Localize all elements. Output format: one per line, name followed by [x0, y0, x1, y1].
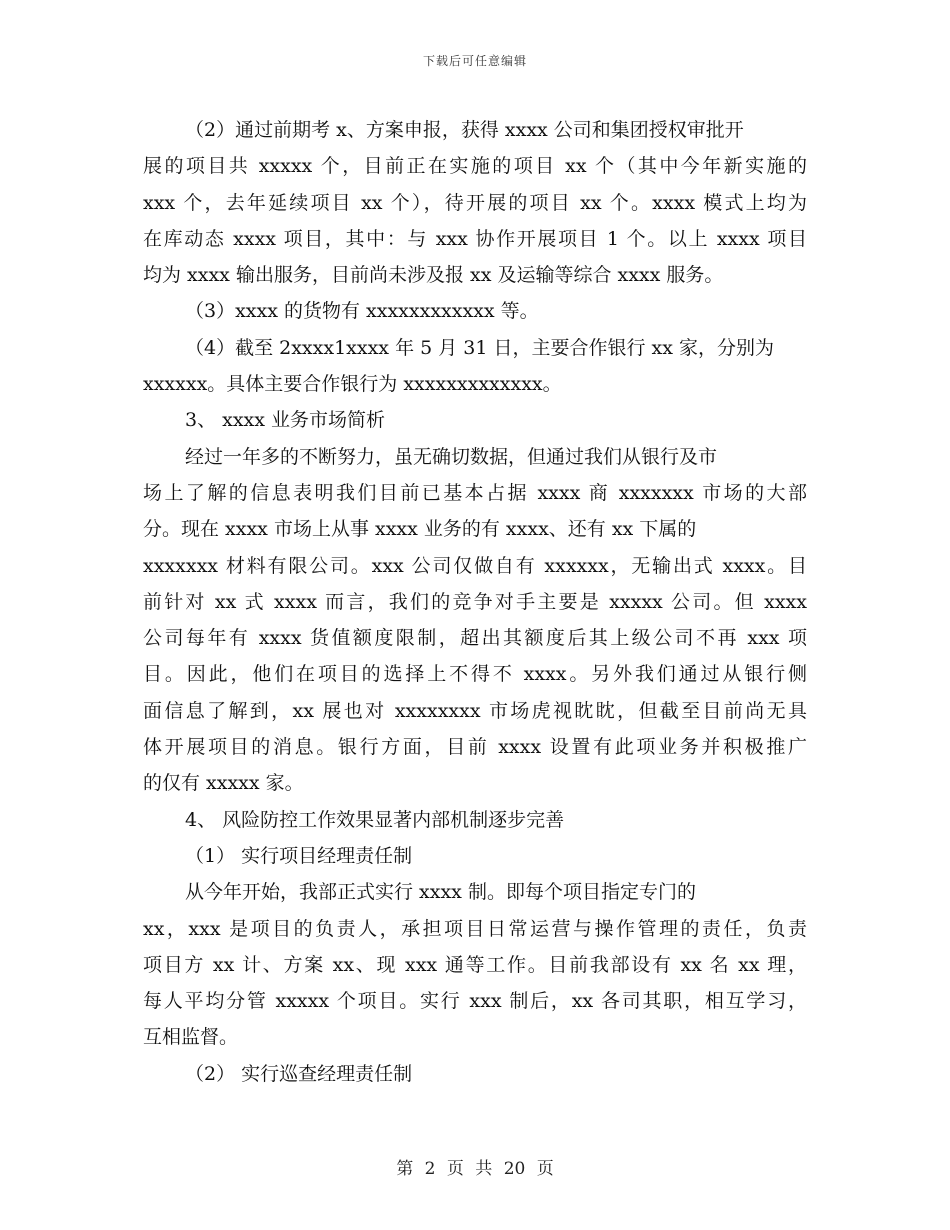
section-heading: 4、 风险防控工作效果显著内部机制逐步完善	[185, 808, 565, 831]
paragraph-line: 互相监督。	[143, 1026, 239, 1049]
paragraph-line: 经过一年多的不断努力，虽无确切数据，但通过我们从银行及市	[185, 445, 718, 468]
document-body	[143, 112, 807, 1092]
page-number-footer: 第 2 页 共 20 页	[396, 1159, 554, 1179]
paragraph-line: 展的项目共 xxxxx 个，目前正在实施的项目 xx 个（其中今年新实施的	[143, 155, 807, 178]
paragraph-line: 每人平均分管 xxxxx 个项目。实行 xxx 制后，xx 各司其职，相互学习，	[143, 990, 807, 1013]
paragraph-line: 项目方 xx 计、方案 xx、现 xxx 通等工作。目前我部设有 xx 名 xx 理，	[143, 953, 807, 976]
paragraph-line: 在库动态 xxxx 项目，其中：与 xxx 协作开展项目 1 个。以上 xxxx 项目	[143, 227, 807, 250]
paragraph-line: 分。现在 xxxx 市场上从事 xxxx 业务的有 xxxx、还有 xx 下属的	[143, 518, 697, 541]
paragraph-line: xxxxxxx 材料有限公司。xxx 公司仅做自有 xxxxxx，无输出式 xxxx。目	[143, 554, 807, 577]
paragraph-line: xxx 个，去年延续项目 xx 个），待开展的项目 xx 个。xxxx 模式上均为	[143, 191, 807, 214]
paragraph-line: 面信息了解到，xx 展也对 xxxxxxxx 市场虎视眈眈，但截至目前尚无具	[143, 699, 807, 722]
paragraph-line: 体开展项目的消息。银行方面，目前 xxxx 设置有此项业务并积极推广	[143, 736, 807, 759]
page-header: 下载后可任意编辑	[422, 54, 527, 68]
paragraph-line: 目。因此，他们在项目的选择上不得不 xxxx。另外我们通过从银行侧	[143, 663, 807, 686]
paragraph-line: xxxxxx。具体主要合作银行为 xxxxxxxxxxxxx。	[143, 373, 562, 396]
paragraph-line: （2）通过前期考 x、方案申报，获得 xxxx 公司和集团授权审批开	[185, 119, 744, 141]
paragraph-line: 均为 xxxx 输出服务，目前尚未涉及报 xx 及运输等综合 xxxx 服务。	[143, 264, 724, 287]
paragraph-line: 场上了解的信息表明我们目前已基本占据 xxxx 商 xxxxxxx 市场的大部	[143, 481, 807, 504]
subsection-heading: （2） 实行巡查经理责任制	[185, 1062, 413, 1085]
paragraph-line: 公司每年有 xxxx 货值额度限制，超出其额度后其上级公司不再 xxx 项	[143, 627, 807, 650]
section-heading: 3、 xxxx 业务市场简析	[185, 409, 386, 432]
paragraph-line: xx，xxx 是项目的负责人，承担项目日常运营与操作管理的责任，负责	[143, 917, 807, 940]
paragraph-line: 从今年开始，我部正式实行 xxxx 制。即每个项目指定专门的	[185, 881, 696, 904]
paragraph-line: （4）截至 2xxxx1xxxx 年 5 月 31 日，主要合作银行 xx 家，分别为	[185, 336, 775, 359]
paragraph-line: 的仅有 xxxxx 家。	[143, 772, 304, 795]
paragraph-line: （3）xxxx 的货物有 xxxxxxxxxxxx 等。	[185, 300, 539, 323]
paragraph-line: 前针对 xx 式 xxxx 而言，我们的竞争对手主要是 xxxxx 公司。但 xxxx	[143, 590, 807, 613]
subsection-heading: （1） 实行项目经理责任制	[185, 844, 413, 867]
